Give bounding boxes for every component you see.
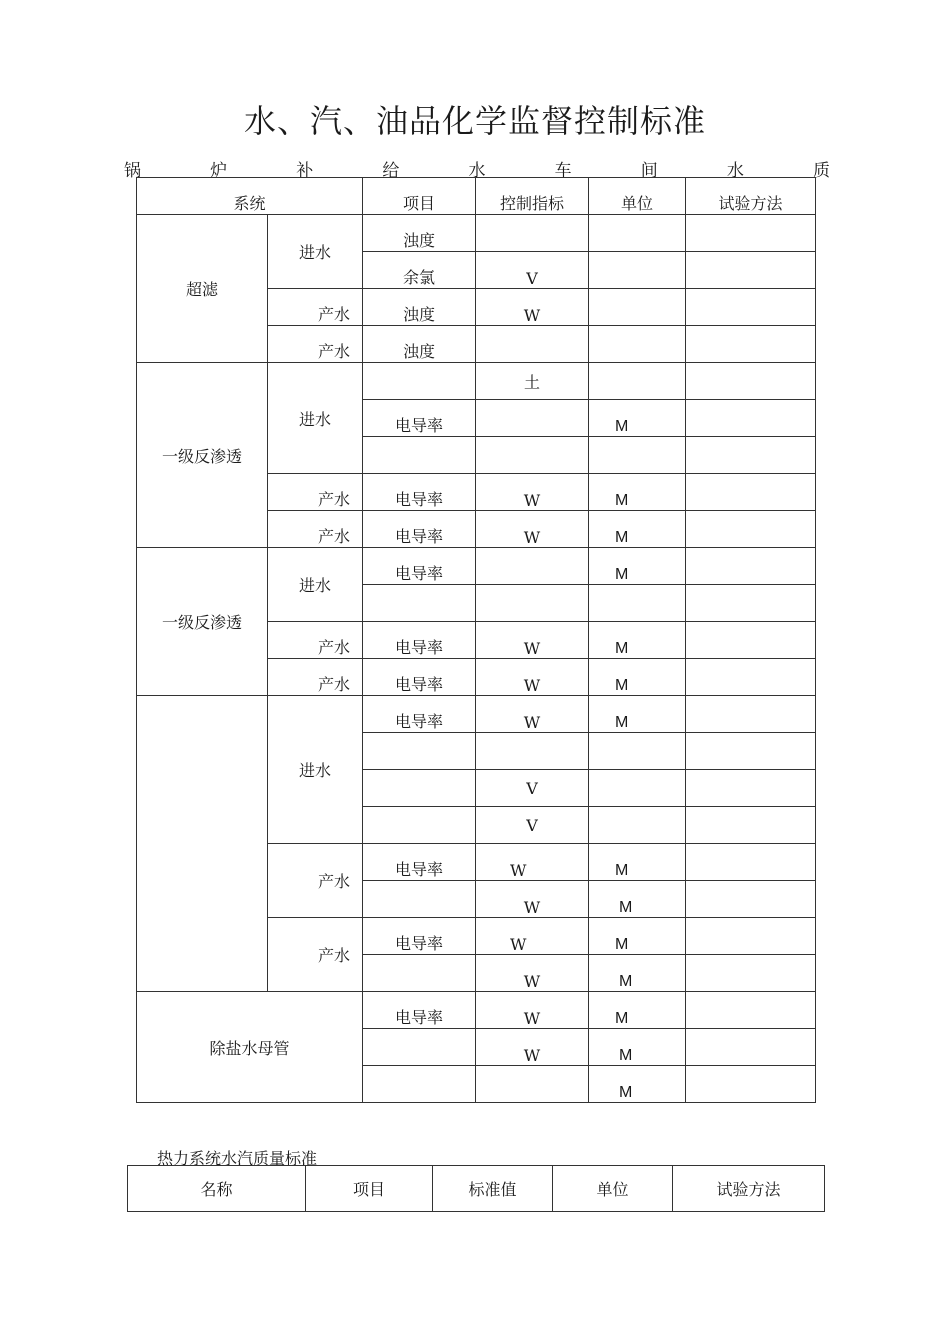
header-system: 系统 [137, 178, 363, 215]
subtitle-char: 车 [554, 161, 572, 181]
header-unit: 单位 [553, 1166, 673, 1212]
header-unit: 单位 [589, 178, 686, 215]
control-cell [476, 437, 589, 474]
unit-cell [589, 733, 686, 770]
subtitle-char: 补 [296, 161, 314, 181]
control-cell [476, 215, 589, 252]
section-title: 热力系统水汽质量标准 [157, 1149, 318, 1168]
page-title: 水、汽、油品化学监督控制标准 [243, 102, 706, 140]
unit-value: M [589, 659, 686, 696]
item-cell [363, 1066, 476, 1103]
item-conductivity: 电导率 [363, 622, 476, 659]
control-value: V [476, 252, 589, 289]
unit-value: M [589, 400, 686, 437]
control-cell [476, 733, 589, 770]
method-cell [686, 215, 816, 252]
item-cell [363, 770, 476, 807]
control-value: W [476, 659, 589, 696]
header-item: 项目 [363, 178, 476, 215]
header-name: 名称 [128, 1166, 306, 1212]
item-conductivity: 电导率 [363, 474, 476, 511]
item-cell [363, 437, 476, 474]
control-value: W [476, 918, 589, 955]
unit-value: M [589, 474, 686, 511]
header-test-method: 试验方法 [686, 178, 816, 215]
item-conductivity: 电导率 [363, 696, 476, 733]
header-standard-value: 标准值 [433, 1166, 553, 1212]
header-control-index: 控制指标 [476, 178, 589, 215]
unit-value: M [589, 548, 686, 585]
subtitle-char: 水 [468, 161, 486, 181]
method-cell [686, 1066, 816, 1103]
table-header-row [137, 178, 816, 215]
method-cell [686, 807, 816, 844]
stage-outlet: 产水 [268, 622, 363, 659]
item-conductivity: 电导率 [363, 992, 476, 1029]
method-cell [686, 955, 816, 992]
item-residual-chlorine: 余氯 [363, 252, 476, 289]
stage-outlet: 产水 [268, 511, 363, 548]
thermal-system-table [127, 1165, 825, 1212]
item-conductivity: 电导率 [363, 548, 476, 585]
unit-cell [589, 215, 686, 252]
unit-value: M [589, 1029, 686, 1066]
table-header-row [128, 1166, 825, 1212]
method-cell [686, 659, 816, 696]
control-value: W [476, 844, 589, 881]
stage-inlet: 进水 [268, 215, 363, 289]
method-cell [686, 326, 816, 363]
control-value: 土 [476, 363, 589, 400]
item-turbidity: 浊度 [363, 289, 476, 326]
system-uf: 超滤 [137, 215, 268, 363]
item-cell [363, 807, 476, 844]
table-row [137, 215, 816, 252]
header-item: 项目 [306, 1166, 433, 1212]
unit-cell [589, 289, 686, 326]
stage-outlet: 产水 [268, 844, 363, 918]
method-cell [686, 474, 816, 511]
item-conductivity: 电导率 [363, 844, 476, 881]
subtitle [124, 156, 830, 181]
method-cell [686, 511, 816, 548]
control-value: V [476, 770, 589, 807]
unit-cell [589, 326, 686, 363]
control-value: W [476, 1029, 589, 1066]
item-cell [363, 363, 476, 400]
system-desalted-main: 除盐水母管 [137, 992, 363, 1103]
system-cell-empty [137, 696, 268, 992]
method-cell [686, 585, 816, 622]
subtitle-char: 锅 [124, 161, 141, 181]
item-cell [363, 881, 476, 918]
subtitle-char: 水 [726, 161, 744, 181]
method-cell [686, 696, 816, 733]
unit-cell [589, 437, 686, 474]
method-cell [686, 844, 816, 881]
table-row [137, 363, 816, 400]
item-cell [363, 733, 476, 770]
control-value: W [476, 955, 589, 992]
item-conductivity: 电导率 [363, 511, 476, 548]
method-cell [686, 252, 816, 289]
subtitle-char: 给 [382, 161, 400, 181]
unit-cell [589, 770, 686, 807]
control-value: W [476, 881, 589, 918]
control-value: W [476, 474, 589, 511]
unit-value: M [589, 918, 686, 955]
control-value: V [476, 807, 589, 844]
control-value: W [476, 622, 589, 659]
method-cell [686, 289, 816, 326]
item-cell [363, 955, 476, 992]
method-cell [686, 770, 816, 807]
unit-value: M [589, 844, 686, 881]
control-value: W [476, 511, 589, 548]
table-row [137, 992, 816, 1029]
subtitle-char: 炉 [210, 161, 228, 181]
item-conductivity: 电导率 [363, 918, 476, 955]
method-cell [686, 548, 816, 585]
stage-outlet: 产水 [268, 326, 363, 363]
method-cell [686, 992, 816, 1029]
stage-inlet: 进水 [268, 696, 363, 844]
control-cell [476, 585, 589, 622]
unit-value: M [589, 1066, 686, 1103]
item-cell [363, 585, 476, 622]
stage-outlet: 产水 [268, 474, 363, 511]
table-row [137, 548, 816, 585]
unit-cell [589, 585, 686, 622]
stage-outlet: 产水 [268, 289, 363, 326]
water-quality-table [136, 177, 816, 1103]
method-cell [686, 1029, 816, 1066]
stage-inlet: 进水 [268, 363, 363, 474]
unit-cell [589, 252, 686, 289]
unit-value: M [589, 622, 686, 659]
table-row [137, 696, 816, 733]
system-ro: 一级反渗透 [137, 363, 268, 548]
stage-outlet: 产水 [268, 659, 363, 696]
stage-outlet: 产水 [268, 918, 363, 992]
unit-value: M [589, 955, 686, 992]
item-turbidity: 浊度 [363, 326, 476, 363]
method-cell [686, 733, 816, 770]
control-cell [476, 326, 589, 363]
control-value: W [476, 289, 589, 326]
method-cell [686, 437, 816, 474]
unit-value: M [589, 511, 686, 548]
unit-cell [589, 807, 686, 844]
method-cell [686, 400, 816, 437]
method-cell [686, 881, 816, 918]
method-cell [686, 918, 816, 955]
subtitle-char: 质 [813, 161, 830, 181]
item-cell [363, 1029, 476, 1066]
subtitle-char: 间 [640, 161, 658, 181]
unit-value: M [589, 992, 686, 1029]
item-conductivity: 电导率 [363, 400, 476, 437]
unit-value: M [589, 696, 686, 733]
header-test-method: 试验方法 [673, 1166, 825, 1212]
item-turbidity: 浊度 [363, 215, 476, 252]
control-cell [476, 1066, 589, 1103]
unit-value: M [589, 881, 686, 918]
control-cell [476, 400, 589, 437]
method-cell [686, 363, 816, 400]
system-ro: 一级反渗透 [137, 548, 268, 696]
control-value: W [476, 696, 589, 733]
control-value: W [476, 992, 589, 1029]
method-cell [686, 622, 816, 659]
stage-inlet: 进水 [268, 548, 363, 622]
item-conductivity: 电导率 [363, 659, 476, 696]
unit-cell [589, 363, 686, 400]
control-cell [476, 548, 589, 585]
